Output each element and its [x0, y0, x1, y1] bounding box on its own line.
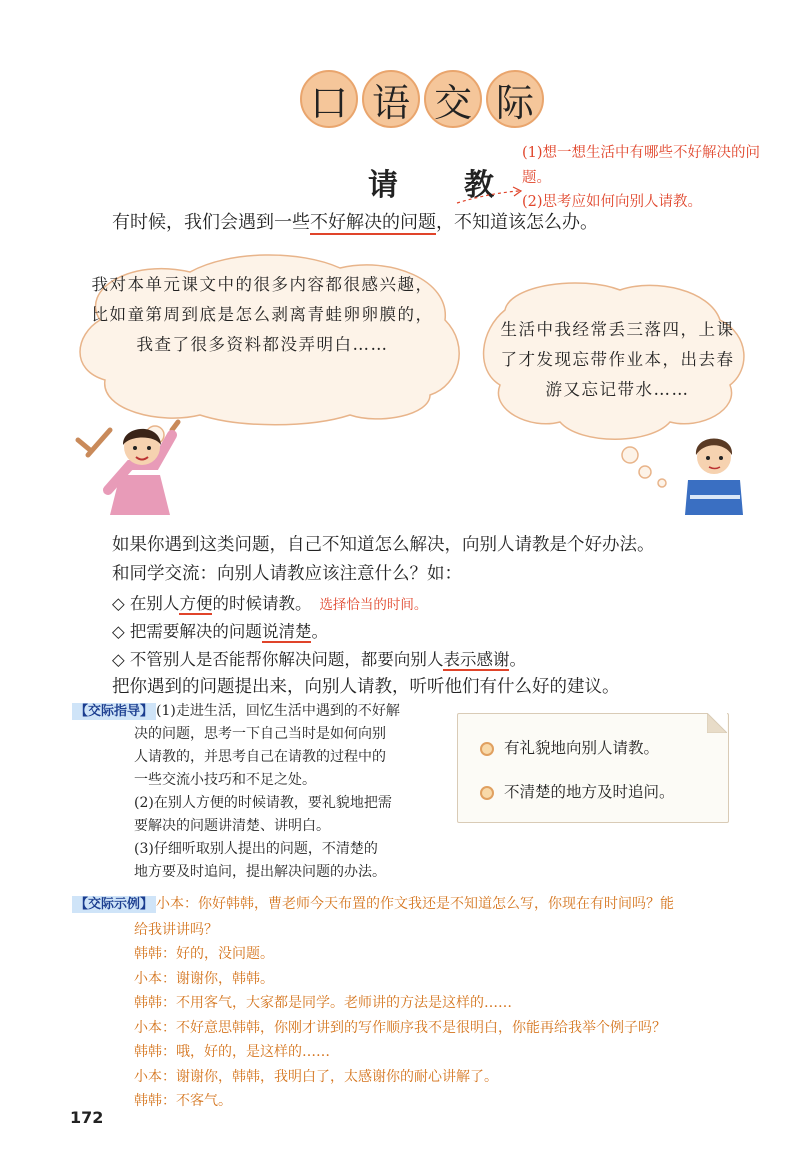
- tips-box-item: [458, 780, 728, 802]
- page-number: 172: [70, 1108, 104, 1127]
- guide-line: 要解决的问题讲清楚、讲明白。: [134, 818, 330, 834]
- intro-text: ，不知道该怎么办。: [436, 212, 598, 233]
- body-paragraph-2: 和同学交流：向别人请教应该注意什么？如：: [112, 564, 462, 584]
- guide-tag: 【交际指导】: [72, 703, 156, 720]
- list-item-hint: 选择恰当的时间。: [319, 597, 428, 613]
- tip-list-item: [112, 646, 526, 670]
- dotted-arrow-icon: [455, 185, 525, 205]
- list-item-text: 的时候请教。: [212, 594, 312, 613]
- tip-list-item: [112, 590, 427, 614]
- list-item-text: ◇ 把需要解决的问题: [112, 622, 262, 641]
- title-char: 口: [300, 70, 358, 128]
- dialogue-line: 韩韩：不客气。: [134, 1093, 232, 1109]
- guide-line: 人请教的，并思考自己在请教的过程中的: [134, 749, 386, 765]
- guide-line: 决的问题，思考一下自己当时是如何向别: [134, 726, 386, 742]
- margin-note-1: (1)想一想生活中有哪些不好解决的问题。: [522, 145, 761, 186]
- intro-paragraph: [112, 208, 598, 234]
- guide-line: (1)走进生活，回忆生活中遇到的不好解: [156, 703, 400, 719]
- guide-line: (2)在别人方便的时候请教，要礼貌地把需: [134, 795, 392, 811]
- list-item-highlight: 表示感谢: [443, 650, 510, 669]
- dialogue-line: 韩韩：不用客气，大家都是同学。老师讲的方法是这样的……: [134, 995, 512, 1011]
- body-paragraph-1: 如果你遇到这类问题，自己不知道怎么解决，向别人请教是个好办法。: [112, 535, 655, 555]
- guide-line: 一些交流小技巧和不足之处。: [134, 772, 316, 788]
- tip-list-item: [112, 618, 328, 642]
- boy-character-icon: [685, 439, 743, 516]
- lesson-subtitle: 请 教: [368, 168, 512, 203]
- dialogue-line: 小本：不好意思韩韩，你刚才讲到的写作顺序我不是很明白，你能再给我举个例子吗？: [134, 1019, 666, 1036]
- tips-box: [457, 713, 729, 823]
- title-char: 语: [362, 70, 420, 128]
- list-item-text: ◇ 在别人: [112, 594, 180, 613]
- girl-speech-text: 我对本单元课文中的很多内容都很感兴趣，比如童第周到底是怎么剥离青蛙卵卵膜的，我查了很多资料都没弄明白……: [91, 275, 434, 354]
- dialogue-line: 韩韩：哦，好的，是这样的……: [134, 1044, 330, 1060]
- bullet-icon: [480, 742, 494, 756]
- body-paragraph-3: 把你遇到的问题提出来，向别人请教，听听他们有什么好的建议。: [112, 677, 620, 697]
- dialogue-line: 小本：谢谢你，韩韩，我明白了，太感谢你的耐心讲解了。: [134, 1068, 498, 1085]
- title-char: 际: [486, 70, 544, 128]
- guide-line: 地方要及时追问，提出解决问题的办法。: [134, 864, 386, 880]
- lesson-title: [300, 70, 544, 128]
- margin-note-2: (2)思考应如何向别人请教。: [522, 194, 703, 210]
- tips-box-item: [458, 736, 728, 758]
- tips-box-text: 有礼貌地向别人请教。: [504, 739, 660, 757]
- bullet-icon: [480, 786, 494, 800]
- boy-speech-text: 生活中我经常丢三落四，上课了才发现忘带作业本，出去春游又忘记带水……: [500, 320, 735, 399]
- folded-corner-icon: [707, 713, 727, 733]
- list-item-text: 。: [311, 622, 328, 641]
- dialogue-line: 小本：谢谢你，韩韩。: [134, 970, 274, 987]
- intro-highlight: 不好解决的问题: [310, 212, 436, 233]
- intro-text: 有时候，我们会遇到一些: [112, 212, 310, 233]
- list-item-text: 。: [509, 650, 526, 669]
- dialogue-example: [72, 892, 752, 1114]
- title-char: 交: [424, 70, 482, 128]
- tips-box-text: 不清楚的地方及时追问。: [504, 783, 675, 801]
- dialogue-line: 小本：你好韩韩，曹老师今天布置的作文我还是不知道怎么写，你现在有时间吗？能: [156, 896, 675, 912]
- dialogue-line: 给我讲讲吗？: [134, 921, 218, 938]
- list-item-text: ◇ 不管别人是否能帮你解决问题，都要向别人: [112, 650, 444, 669]
- communication-guide: [72, 700, 442, 884]
- guide-line: (3)仔细听取别人提出的问题，不清楚的: [134, 841, 378, 857]
- list-item-highlight: 方便: [179, 594, 213, 613]
- example-tag: 【交际示例】: [72, 896, 156, 913]
- list-item-highlight: 说清楚: [261, 622, 312, 641]
- dialogue-line: 韩韩：好的，没问题。: [134, 946, 274, 962]
